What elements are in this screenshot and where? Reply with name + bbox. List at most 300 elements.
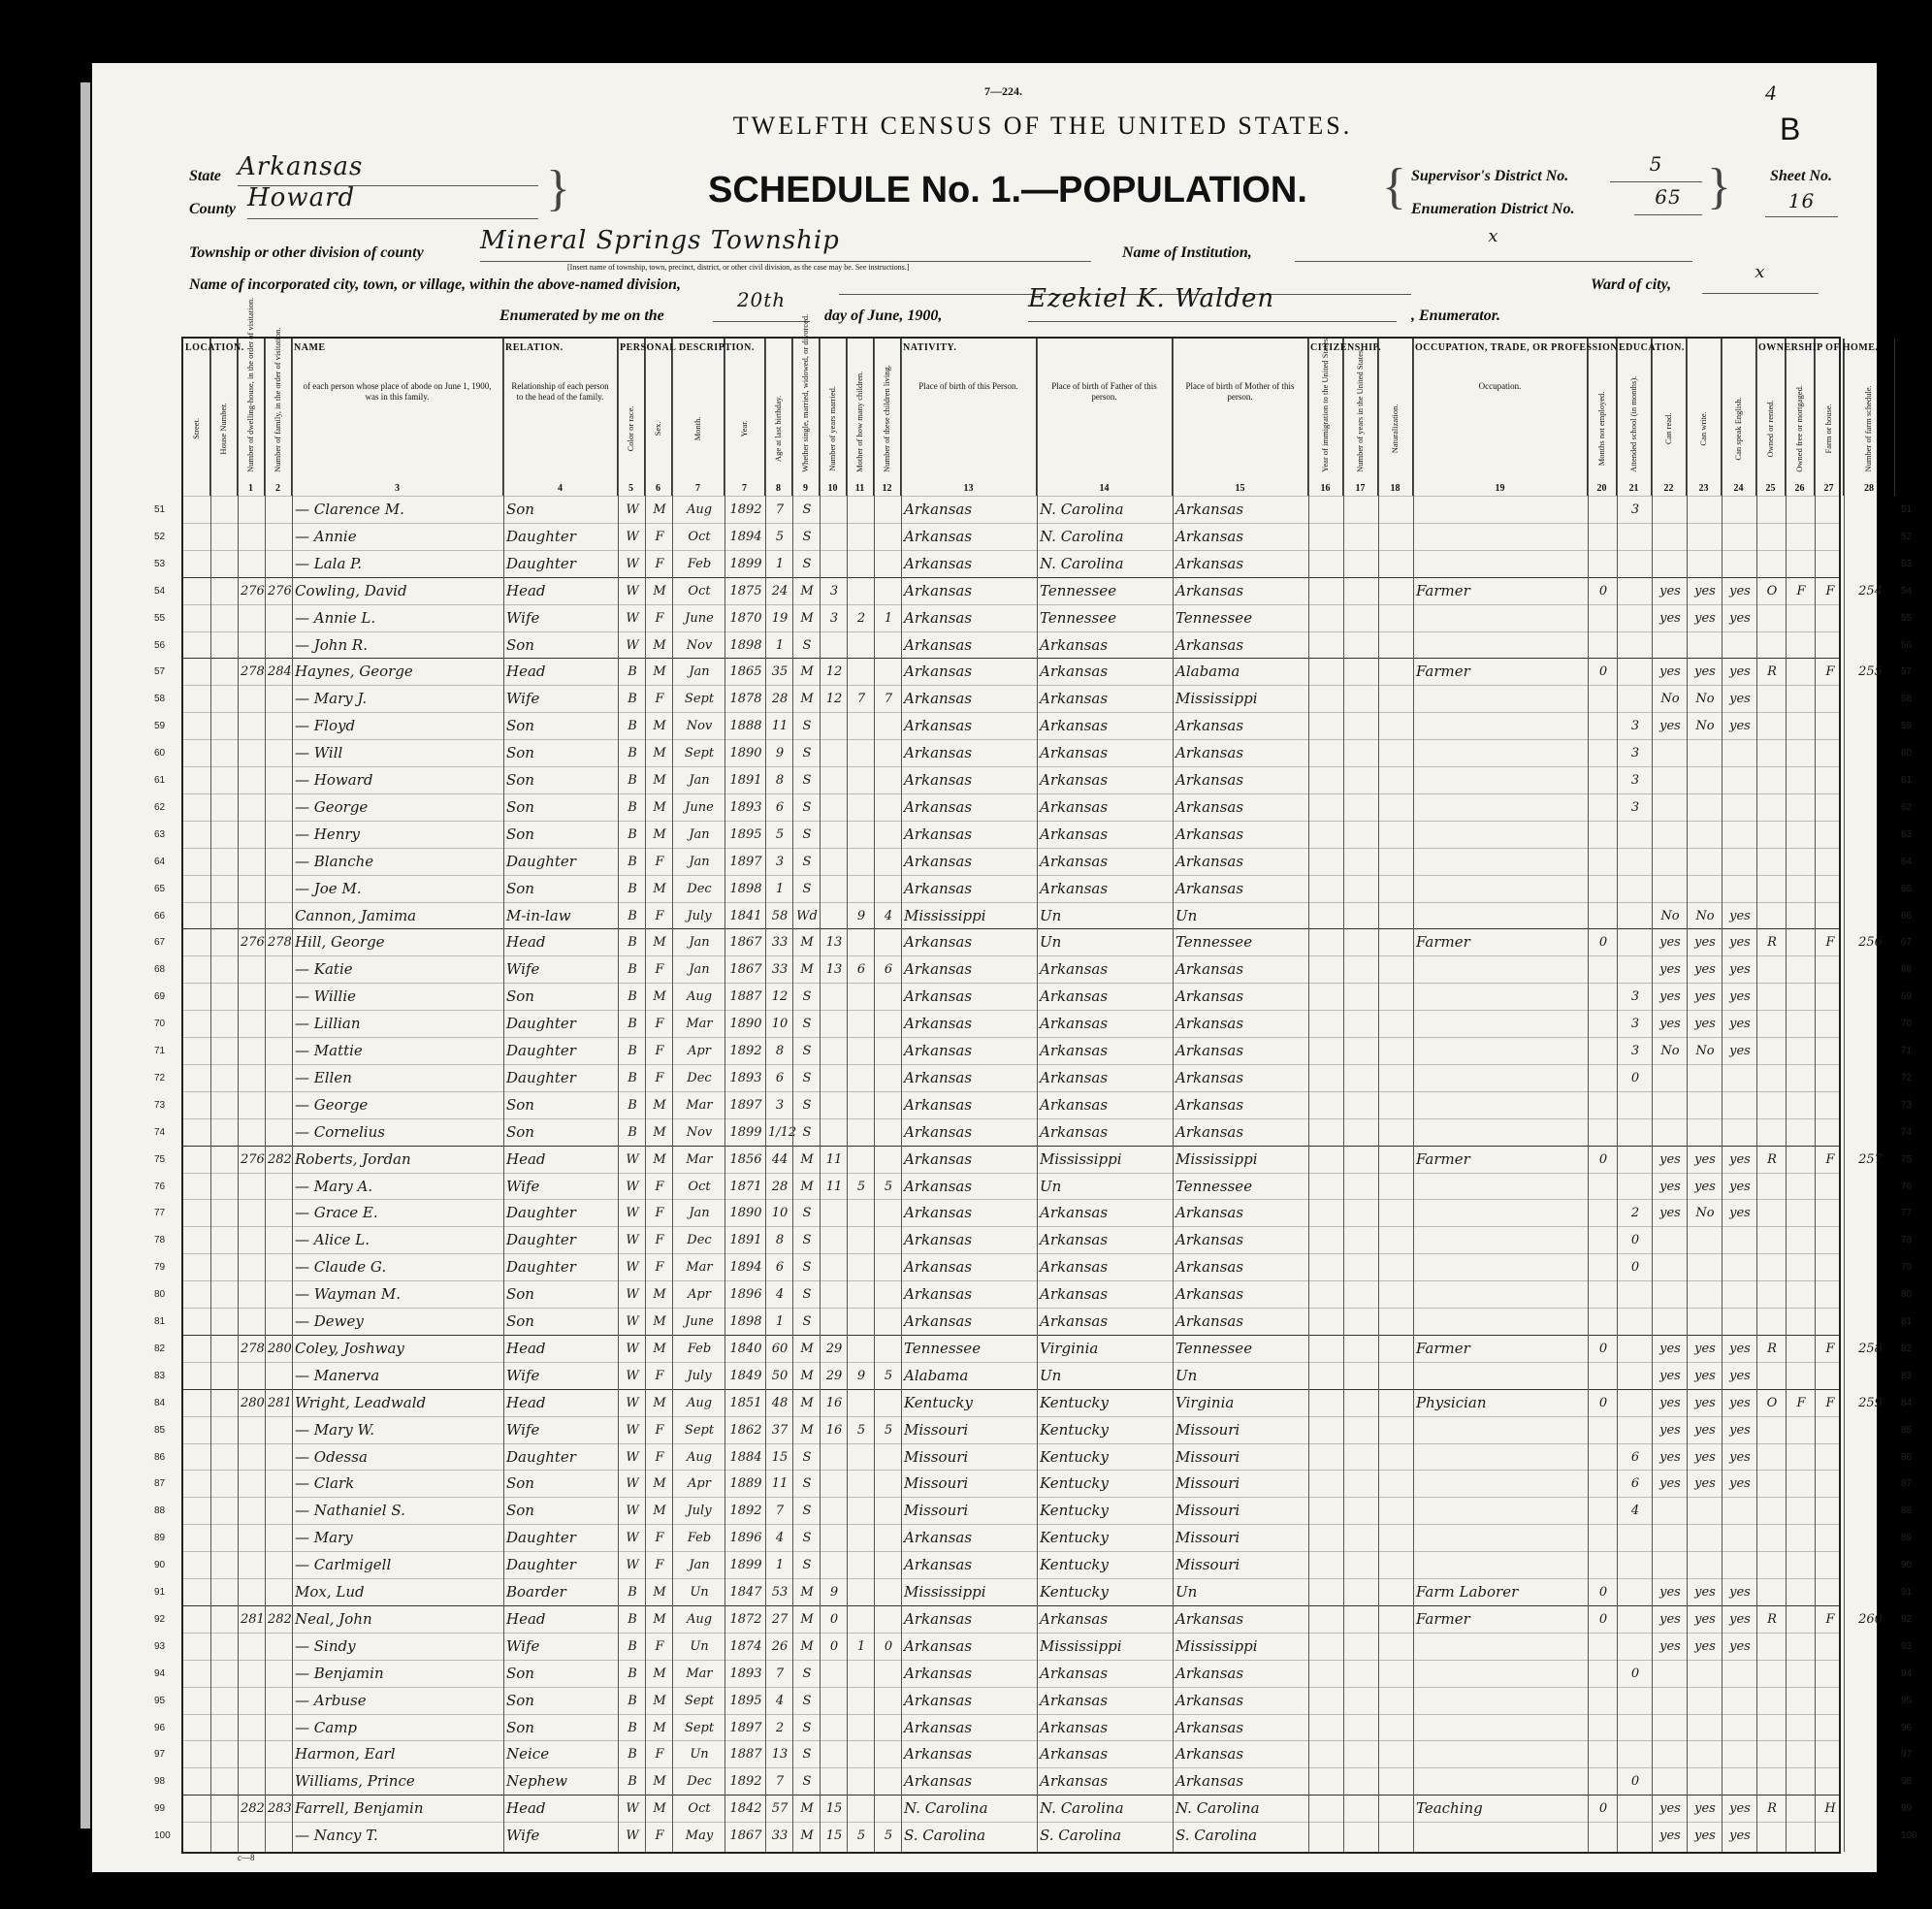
cell-mc: [850, 1038, 873, 1065]
column-label: Color or race.: [625, 405, 635, 452]
cell-yr: 1878: [729, 692, 762, 707]
stamp-number: 4: [1765, 81, 1776, 105]
cell-ms: S: [802, 719, 812, 734]
cell-yr: 1890: [729, 746, 762, 761]
cell-wr: yes: [1694, 1017, 1716, 1032]
cell-dw: [241, 1444, 264, 1472]
cell-occ: [1416, 1038, 1587, 1065]
cell-mc: [850, 984, 873, 1011]
cell-rel: Daughter: [506, 1015, 576, 1033]
cell-name: — Benjamin: [295, 1664, 384, 1682]
line-number-right: 97: [1901, 1749, 1913, 1761]
table-row: [154, 955, 1913, 984]
cell-occ: [1416, 1281, 1587, 1309]
cell-wr: [1690, 1227, 1721, 1254]
cell-sex: F: [655, 556, 664, 571]
cell-dw: [241, 903, 264, 930]
cell-fh: [1818, 822, 1843, 849]
cell-name: — Mary A.: [295, 1177, 373, 1195]
column-rule: [724, 339, 725, 1852]
line-number: 79: [154, 1262, 166, 1274]
cell-dw: [241, 794, 264, 822]
cell-ms: S: [802, 1314, 812, 1329]
cell-fs: [1847, 794, 1894, 822]
cell-wr: [1690, 1309, 1721, 1336]
cell-cl: [877, 1715, 900, 1742]
cell-own: [1759, 1227, 1785, 1254]
cell-ms: S: [802, 502, 812, 517]
cell-sch: 6: [1630, 1449, 1640, 1465]
cell-race: W: [626, 1341, 639, 1356]
cell-cl: [877, 1471, 900, 1498]
cell-yr: 1899: [729, 1124, 762, 1140]
cell-occ: [1416, 740, 1587, 767]
county-label: County: [189, 201, 237, 217]
cell-mc: [850, 1147, 873, 1174]
cell-fm: [1788, 1281, 1814, 1309]
table-row: [154, 1308, 1913, 1336]
cell-ym: [822, 632, 846, 660]
cell-fam: [268, 1119, 291, 1147]
cell-yr: 1896: [729, 1287, 762, 1303]
cell-en: yes: [1729, 1206, 1751, 1221]
cell-own: [1759, 1634, 1785, 1661]
cell-occ: [1416, 849, 1587, 876]
cell-name: — Annie L.: [295, 608, 376, 627]
column-rule: [1343, 339, 1344, 1852]
cell-fb: Arkansas: [1040, 1609, 1109, 1628]
table-row: [154, 1226, 1913, 1254]
cell-own: [1759, 767, 1785, 794]
cell-en: yes: [1729, 908, 1751, 923]
cell-rd: [1655, 1254, 1686, 1281]
cell-wr: No: [1695, 1206, 1715, 1221]
cell-race: B: [628, 692, 637, 707]
cell-pb: Arkansas: [904, 581, 973, 599]
cell-fh: [1818, 1661, 1843, 1688]
cell-age: 50: [771, 1368, 789, 1383]
column-number: 3: [395, 482, 400, 494]
cell-sex: F: [655, 1368, 664, 1383]
cell-name: — Carlmigell: [295, 1556, 392, 1574]
cell-race: W: [626, 1828, 639, 1844]
cell-fam: [268, 1688, 291, 1715]
cell-wr: yes: [1694, 1611, 1716, 1627]
cell-yr: 1870: [729, 610, 762, 626]
cell-occ: Farmer: [1416, 1149, 1470, 1168]
cell-sex: M: [653, 746, 666, 761]
cell-wr: No: [1695, 1044, 1715, 1058]
line-number-right: 74: [1901, 1126, 1913, 1138]
cell-mc: [850, 551, 873, 578]
cell-mb: Arkansas: [1175, 1609, 1244, 1628]
form-code: 7—224.: [984, 84, 1022, 98]
schedule-title: SCHEDULE No. 1.—POPULATION.: [708, 170, 1307, 210]
line-number: 73: [154, 1099, 166, 1111]
cell-sch: 3: [1630, 746, 1640, 761]
table-row: [154, 1118, 1913, 1147]
cell-pb: Arkansas: [904, 960, 973, 979]
cell-age: 12: [771, 989, 789, 1005]
cell-mn: 0: [1598, 1151, 1608, 1167]
cell-fb: Arkansas: [1040, 1772, 1109, 1791]
cell-en: [1724, 524, 1755, 551]
cell-rel: Son: [506, 1095, 534, 1114]
cell-fh: [1818, 984, 1843, 1011]
cell-rd: yes: [1659, 935, 1681, 951]
cell-sch: [1620, 929, 1651, 956]
cell-fs: [1847, 1011, 1894, 1038]
cell-mb: Arkansas: [1175, 635, 1244, 654]
cell-rel: Head: [506, 933, 546, 952]
cell-ym: 0: [829, 1638, 839, 1654]
cell-own: [1759, 984, 1785, 1011]
cell-wr: yes: [1694, 1476, 1716, 1492]
census-title: TWELFTH CENSUS OF THE UNITED STATES.: [732, 112, 1353, 140]
cell-occ: [1416, 1065, 1587, 1092]
cell-pb: Arkansas: [904, 1258, 973, 1277]
cell-fam: [268, 1254, 291, 1281]
column-label: Owned free or mortgaged.: [1793, 385, 1804, 472]
line-number-right: 82: [1901, 1343, 1913, 1354]
cell-fam: [268, 1741, 291, 1768]
cell-pb: Kentucky: [904, 1393, 973, 1411]
line-number-right: 92: [1901, 1613, 1913, 1625]
cell-fb: Mississippi: [1040, 1636, 1122, 1655]
cell-ms: M: [800, 610, 814, 626]
cell-sch: [1620, 1281, 1651, 1309]
cell-mb: Arkansas: [1175, 1718, 1244, 1736]
cell-fh: [1818, 1363, 1843, 1390]
column-number: 5: [628, 482, 633, 494]
column-number: 15: [1235, 482, 1245, 494]
cell-cl: 5: [884, 1422, 893, 1438]
cell-mc: 5: [856, 1179, 866, 1194]
cell-dw: [241, 1227, 264, 1254]
line-number-right: 60: [1901, 748, 1913, 760]
cell-fam: [268, 794, 291, 822]
cell-mc: [850, 740, 873, 767]
cell-mo: Aug: [686, 502, 713, 517]
column-label: Place of birth of this Person.: [918, 381, 1018, 391]
cell-pb: Arkansas: [904, 1204, 973, 1222]
cell-fs: [1847, 551, 1894, 578]
cell-rd: yes: [1659, 1611, 1681, 1627]
cell-fm: [1788, 1525, 1814, 1552]
cell-sch: [1620, 1119, 1651, 1147]
cell-mo: Jan: [689, 1558, 710, 1573]
cell-ym: [822, 876, 846, 903]
column-group-label: RELATION.: [505, 342, 564, 353]
column-header: [210, 339, 238, 496]
cell-mc: [850, 849, 873, 876]
cell-dw: [241, 1768, 264, 1796]
cell-fs: [1847, 767, 1894, 794]
cell-rel: Son: [506, 635, 534, 654]
cell-en: yes: [1729, 1179, 1751, 1194]
cell-fs: [1847, 524, 1894, 551]
cell-fb: Arkansas: [1040, 744, 1109, 762]
line-number: 55: [154, 612, 166, 624]
cell-ym: 12: [825, 692, 843, 707]
cell-cl: [877, 1038, 900, 1065]
line-number-right: 95: [1901, 1695, 1913, 1706]
cell-mb: Arkansas: [1175, 1312, 1244, 1330]
column-number: 11: [854, 482, 865, 494]
cell-sex: F: [655, 1422, 664, 1438]
cell-sex: M: [653, 1774, 666, 1790]
cell-ym: 12: [825, 664, 843, 680]
cell-rel: Daughter: [506, 1231, 576, 1249]
cell-mc: [850, 578, 873, 605]
cell-age: 5: [775, 529, 785, 544]
cell-mo: Feb: [687, 1531, 712, 1546]
cell-occ: [1416, 1309, 1587, 1336]
line-number-right: 87: [1901, 1478, 1913, 1490]
cell-wr: [1690, 1661, 1721, 1688]
cell-name: — Cornelius: [295, 1122, 385, 1141]
cell-own: [1759, 1038, 1785, 1065]
cell-name: Williams, Prince: [295, 1772, 415, 1791]
cell-own: [1759, 1011, 1785, 1038]
cell-fm: [1788, 822, 1814, 849]
cell-age: 44: [771, 1151, 789, 1167]
cell-sex: F: [655, 1233, 664, 1248]
cell-sch: 3: [1630, 989, 1640, 1005]
cell-yr: 1890: [729, 1017, 762, 1032]
cell-mo: Oct: [688, 1801, 711, 1817]
cell-rel: Son: [506, 1502, 534, 1520]
cell-yr: 1896: [729, 1531, 762, 1546]
cell-wr: yes: [1694, 1395, 1716, 1410]
cell-en: yes: [1729, 1395, 1751, 1410]
supervisor-district-value: 5: [1610, 152, 1702, 182]
cell-pb: Arkansas: [904, 1122, 973, 1141]
cell-mn: [1591, 1363, 1616, 1390]
cell-mn: [1591, 497, 1616, 524]
cell-mb: Arkansas: [1175, 501, 1244, 518]
cell-age: 15: [771, 1449, 789, 1465]
cell-race: W: [626, 502, 639, 517]
cell-fb: Arkansas: [1040, 825, 1109, 843]
cell-yr: 1867: [729, 962, 762, 978]
cell-sex: M: [653, 502, 666, 517]
cell-fs: [1847, 1634, 1894, 1661]
cell-ym: 15: [825, 1801, 843, 1817]
cell-mc: [850, 1092, 873, 1119]
cell-fb: Arkansas: [1040, 960, 1109, 979]
cell-en: [1724, 1768, 1755, 1796]
cell-en: [1724, 1092, 1755, 1119]
cell-fam: 281: [268, 1395, 292, 1410]
table-row: [154, 875, 1913, 903]
cell-age: 26: [771, 1638, 789, 1654]
cell-pb: Arkansas: [904, 554, 973, 572]
cell-ym: [822, 1119, 846, 1147]
cell-fm: [1788, 605, 1814, 632]
cell-sch: [1620, 876, 1651, 903]
cell-occ: [1416, 903, 1587, 930]
cell-fs: [1847, 1065, 1894, 1092]
cell-own: R: [1767, 1151, 1777, 1167]
cell-race: W: [626, 637, 639, 653]
ward-value: x: [1702, 262, 1819, 294]
cell-mb: S. Carolina: [1175, 1827, 1258, 1845]
cell-yr: 1897: [729, 854, 762, 869]
cell-occ: Farmer: [1416, 1609, 1470, 1628]
cell-ms: M: [800, 1828, 814, 1844]
cell-ms: S: [802, 1044, 812, 1058]
cell-fs: 259: [1858, 1395, 1883, 1410]
cell-pb: Arkansas: [904, 852, 973, 870]
cell-yr: 1851: [729, 1395, 762, 1410]
cell-mc: 1: [856, 1638, 866, 1654]
cell-mb: Un: [1175, 1583, 1198, 1601]
cell-cl: 5: [884, 1828, 893, 1844]
cell-sch: 0: [1630, 1260, 1640, 1276]
cell-name: — Katie: [295, 960, 353, 979]
cell-occ: [1416, 1498, 1587, 1525]
cell-fm: [1788, 1336, 1814, 1363]
cell-rd: [1655, 551, 1686, 578]
cell-occ: [1416, 1174, 1587, 1201]
cell-dw: [241, 1552, 264, 1579]
cell-rel: Son: [506, 1664, 534, 1682]
cell-fam: [268, 740, 291, 767]
column-header: [292, 339, 503, 496]
cell-ym: 29: [825, 1341, 843, 1356]
cell-en: [1724, 1254, 1755, 1281]
column-rule: [1588, 339, 1589, 1852]
cell-en: yes: [1729, 692, 1751, 707]
cell-ym: [822, 1038, 846, 1065]
cell-own: [1759, 1471, 1785, 1498]
cell-cl: [877, 1661, 900, 1688]
cell-mc: [850, 1741, 873, 1768]
line-number: 62: [154, 801, 166, 813]
column-number: 24: [1733, 482, 1744, 494]
cell-yr: 1890: [729, 1206, 762, 1221]
cell-name: — Henry: [295, 825, 361, 843]
line-number-right: 85: [1901, 1424, 1913, 1436]
cell-ym: [822, 740, 846, 767]
cell-sex: M: [653, 1585, 666, 1600]
cell-own: [1759, 1661, 1785, 1688]
column-label: Age at last birthday.: [772, 395, 783, 463]
cell-fs: [1847, 1715, 1894, 1742]
cell-fb: N. Carolina: [1040, 1799, 1124, 1818]
cell-fm: [1788, 903, 1814, 930]
column-label: Attended school (in months).: [1627, 375, 1638, 472]
cell-fam: [268, 822, 291, 849]
cell-mb: Arkansas: [1175, 1691, 1244, 1709]
cell-fs: [1847, 1579, 1894, 1606]
cell-sex: F: [655, 1017, 664, 1032]
cell-dw: [241, 1634, 264, 1661]
institution-value: x: [1295, 226, 1692, 262]
cell-ym: [822, 1444, 846, 1472]
cell-race: W: [626, 1368, 639, 1383]
cell-dw: [241, 1363, 264, 1390]
cell-fm: [1788, 1119, 1814, 1147]
cell-pb: Arkansas: [904, 771, 973, 789]
cell-fh: [1818, 1281, 1843, 1309]
cell-pb: Arkansas: [904, 744, 973, 762]
cell-fam: [268, 1444, 291, 1472]
cell-mn: [1591, 903, 1616, 930]
cell-wr: yes: [1694, 583, 1716, 599]
cell-wr: [1690, 822, 1721, 849]
line-number: 59: [154, 721, 166, 732]
cell-occ: [1416, 1444, 1587, 1472]
cell-fb: Arkansas: [1040, 987, 1109, 1006]
column-header: [874, 339, 901, 496]
table-row: [154, 577, 1913, 605]
cell-age: 28: [771, 692, 789, 707]
line-number-right: 55: [1901, 612, 1913, 624]
cell-en: yes: [1729, 989, 1751, 1005]
enumerator-name: Ezekiel K. Walden: [1028, 284, 1397, 322]
line-number: 97: [154, 1749, 166, 1761]
column-header: [847, 339, 874, 496]
cell-wr: yes: [1694, 989, 1716, 1005]
cell-race: W: [626, 1287, 639, 1303]
cell-rd: yes: [1659, 1179, 1681, 1194]
cell-fb: Arkansas: [1040, 1015, 1109, 1033]
cell-rel: Neice: [506, 1745, 550, 1763]
cell-mb: Tennessee: [1175, 933, 1253, 952]
cell-rd: yes: [1659, 989, 1681, 1005]
cell-occ: [1416, 1715, 1587, 1742]
cell-fm: [1788, 497, 1814, 524]
cell-sex: M: [653, 1720, 666, 1735]
cell-rel: Head: [506, 1609, 546, 1628]
line-number-right: 71: [1901, 1046, 1913, 1056]
cell-ms: M: [800, 1151, 814, 1167]
cell-sch: [1620, 1363, 1651, 1390]
cell-race: W: [626, 1151, 639, 1167]
cell-fm: F: [1796, 583, 1806, 599]
table-row: [154, 523, 1913, 551]
cell-wr: No: [1695, 719, 1715, 734]
cell-race: B: [628, 1747, 637, 1763]
cell-mn: [1591, 822, 1616, 849]
cell-yr: 1840: [729, 1341, 762, 1356]
cell-fam: [268, 1715, 291, 1742]
cell-sex: M: [653, 719, 666, 734]
cell-mc: [850, 524, 873, 551]
cell-ms: S: [802, 799, 812, 815]
column-number: 12: [882, 482, 892, 494]
cell-pb: Mississippi: [904, 906, 986, 924]
cell-race: B: [628, 1585, 637, 1600]
cell-fm: [1788, 876, 1814, 903]
column-number: 27: [1823, 482, 1834, 494]
cell-age: 19: [771, 610, 789, 626]
cell-fam: [268, 1200, 291, 1227]
cell-ym: [822, 767, 846, 794]
cell-age: 6: [775, 799, 785, 815]
cell-ms: M: [800, 664, 814, 680]
cell-sch: [1620, 1390, 1651, 1417]
cell-age: 53: [771, 1585, 789, 1600]
cell-yr: 1891: [729, 773, 762, 788]
cell-occ: [1416, 767, 1587, 794]
cell-en: [1724, 1661, 1755, 1688]
cell-fb: Arkansas: [1040, 717, 1109, 735]
cell-cl: [877, 1254, 900, 1281]
cell-fh: [1818, 497, 1843, 524]
